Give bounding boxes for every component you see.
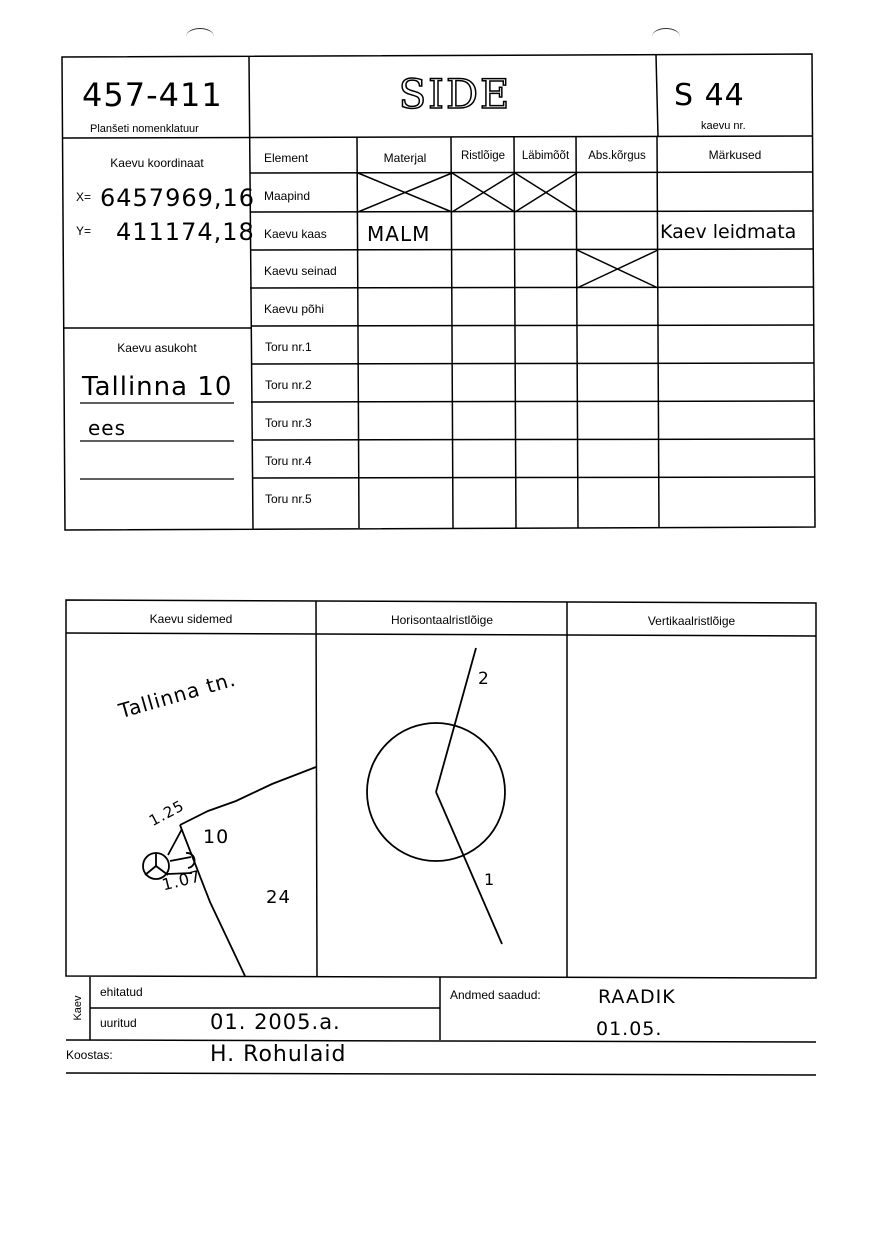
sheet-number-label: Planšeti nomenklatuur <box>90 123 199 135</box>
location-label: Kaevu asukoht <box>117 341 197 355</box>
dimension-1-25: 1.25 <box>146 796 188 830</box>
col-abs-height: Abs.kõrgus <box>588 150 646 162</box>
col-notes: Märkused <box>708 148 762 162</box>
x-label: X= <box>76 190 92 204</box>
compiled-by-label: Koostas: <box>66 1048 113 1062</box>
pipe-label-1: 1 <box>484 870 496 889</box>
y-coordinate: 411174,18 <box>116 218 255 246</box>
compiled-by-value: H. Rohulaid <box>210 1042 347 1067</box>
col-material: Materjal <box>383 151 427 165</box>
well-number: S 44 <box>674 78 745 113</box>
dimension-1-07: 1.07 <box>160 866 204 895</box>
kaev-label: Kaev <box>72 995 84 1021</box>
dimension-24: 24 <box>266 887 291 908</box>
row-element-maapind: Maapind <box>264 189 311 203</box>
row-element-toru-2: Toru nr.2 <box>265 378 312 392</box>
row-element-toru-3: Toru nr.3 <box>265 416 312 430</box>
location-line-1: Tallinna 10 <box>82 372 233 402</box>
built-label: ehitatud <box>100 985 143 999</box>
street-label: Tallinna tn. <box>116 666 239 724</box>
pipe-label-2: 2 <box>478 669 490 689</box>
x-coordinate: 6457969,16 <box>100 184 256 212</box>
row-element-kaevu-pohi: Kaevu põhi <box>264 302 325 316</box>
well-number-label: kaevu nr. <box>701 120 746 132</box>
data-received-label: Andmed saadud: <box>450 988 541 1002</box>
form-title: SIDE <box>398 72 512 118</box>
row-element-toru-5: Toru nr.5 <box>265 492 312 506</box>
location-line-2: ees <box>88 416 127 440</box>
horizontal-section-sketch <box>367 648 505 944</box>
surveyed-label: uuritud <box>100 1016 137 1030</box>
panel-title-horizontal-section: Horisontaalristlõige <box>390 613 494 627</box>
col-element: Element <box>264 151 309 165</box>
dimension-10: 10 <box>203 826 230 848</box>
sheet-number: 457-411 <box>82 76 223 114</box>
data-received-source: RAADIK <box>598 986 676 1008</box>
panel-title-vertical-section: Vertikaalristlõige <box>647 614 736 628</box>
col-diameter: Läbimõõt <box>521 150 570 162</box>
coordinates-label: Kaevu koordinaat <box>110 156 204 170</box>
row-note-kaevu-kaas: Kaev leidmata <box>660 221 797 243</box>
row-element-kaevu-seinad: Kaevu seinad <box>264 264 337 278</box>
row-element-toru-1: Toru nr.1 <box>265 340 312 354</box>
y-label: Y= <box>76 224 92 238</box>
well-ties-sketch <box>143 767 316 976</box>
panel-title-well-ties: Kaevu sidemed <box>149 612 233 626</box>
row-element-kaevu-kaas: Kaevu kaas <box>264 227 327 241</box>
row-material-kaevu-kaas: MALM <box>367 222 431 246</box>
data-received-date: 01.05. <box>596 1018 663 1040</box>
row-element-toru-4: Toru nr.4 <box>265 454 312 468</box>
col-cross-section: Ristlõige <box>460 150 506 162</box>
surveyed-value: 01. 2005.a. <box>210 1010 341 1034</box>
